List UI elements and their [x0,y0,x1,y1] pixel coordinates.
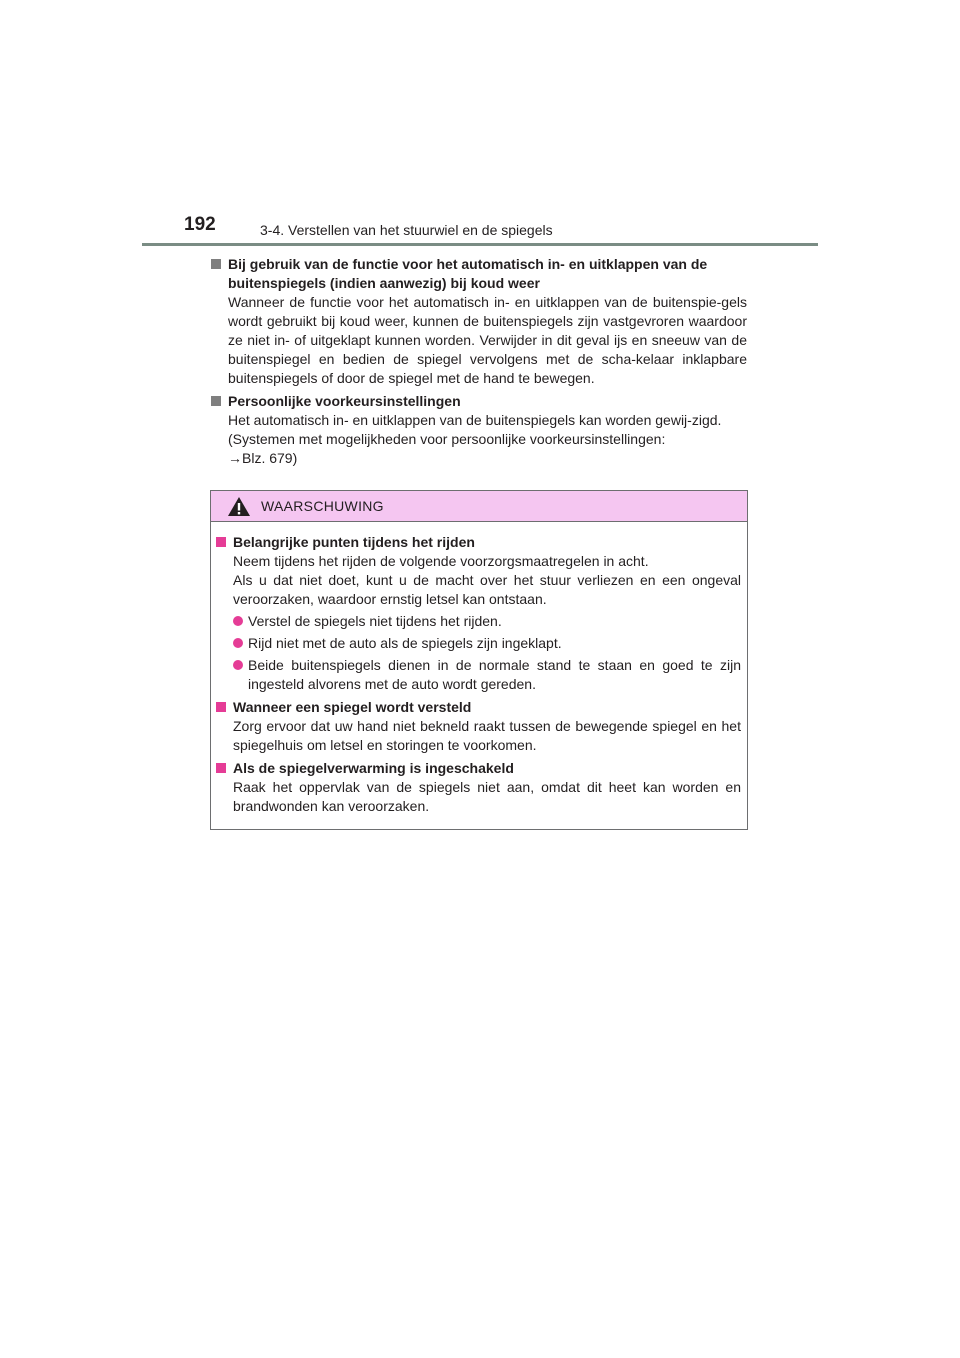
warning-item-text: Neem tijdens het rijden de volgende voorzorgsmaatregelen in acht. [233,553,649,569]
item-heading: Bij gebruik van de functie voor het automatisch in- en uitklappen van de buitenspiegels (indien aanwezig) bij koud weer [228,256,708,291]
square-bullet-icon [211,396,221,406]
square-bullet-icon [216,702,226,712]
warning-header [211,491,747,522]
page-number: 192 [184,214,216,235]
warning-content [211,522,747,816]
item-cold-weather [211,255,747,388]
item-body-text: (Systemen met mogelijkheden voor persoonlijke voorkeursinstellingen: [228,431,666,447]
warning-item-heading: Als de spiegelverwarming is ingeschakeld [233,760,514,776]
round-bullet-icon [233,660,243,670]
page-reference: →Blz. 679) [228,450,298,466]
item-heading: Persoonlijke voorkeursinstellingen [228,393,461,409]
round-bullet-icon [233,638,243,648]
list-item: Rijd niet met de auto als de spiegels zijn ingeklapt. [216,634,741,653]
warning-item-driving [216,533,741,694]
list-item: Verstel de spiegels niet tijdens het rijden. [216,612,741,631]
warning-title: WAARSCHUWING [261,498,384,514]
list-item: Beide buitenspiegels dienen in de normale stand te staan en goed te zijn ingesteld alvorens met de auto wordt gereden. [216,656,741,694]
warning-item-text: Raak het oppervlak van de spiegels niet aan, omdat dit heet kan worden en brandwonden kan veroorzaken. [233,779,741,814]
header-rule [142,243,818,246]
warning-item-heading: Wanneer een spiegel wordt versteld [233,699,472,715]
warning-item-text: Als u dat niet doet, kunt u de macht over het stuur verliezen en een ongeval veroorzaken, waardoor ernstig letsel kan ontstaan. [233,572,741,607]
item-personal-settings [211,392,747,468]
square-bullet-icon [216,763,226,773]
square-bullet-icon [211,259,221,269]
warning-item-heading: Belangrijke punten tijdens het rijden [233,534,475,550]
main-content [211,255,747,472]
square-bullet-icon [216,537,226,547]
item-body-text: Wanneer de functie voor het automatisch in- en uitklappen van de buitenspie-gels wordt gebruikt bij koud weer, kunnen de buitenspiegels zijn vastgevroren waardoor ze niet in- of uitgeklapt kunnen worden. Verwijder in dit geval ijs en sneeuw van de buitenspiegel en bedien de spiegel vervolgens met de scha-kelaar inklapbare buitenspiegels of door de spiegel met de hand te bewegen. [228,294,747,386]
section-title: 3-4. Verstellen van het stuurwiel en de spiegels [260,222,553,238]
warning-item-heater [216,759,741,816]
warning-triangle-icon [227,496,251,517]
item-body-text: Het automatisch in- en uitklappen van de buitenspiegels kan worden gewij-zigd. [228,412,722,428]
round-bullet-icon [233,616,243,626]
warning-item-text: Zorg ervoor dat uw hand niet bekneld raakt tussen de bewegende spiegel en het spiegelhuis om letsel en storingen te voorkomen. [233,718,741,753]
warning-box [210,490,748,830]
warning-item-adjusting [216,698,741,755]
